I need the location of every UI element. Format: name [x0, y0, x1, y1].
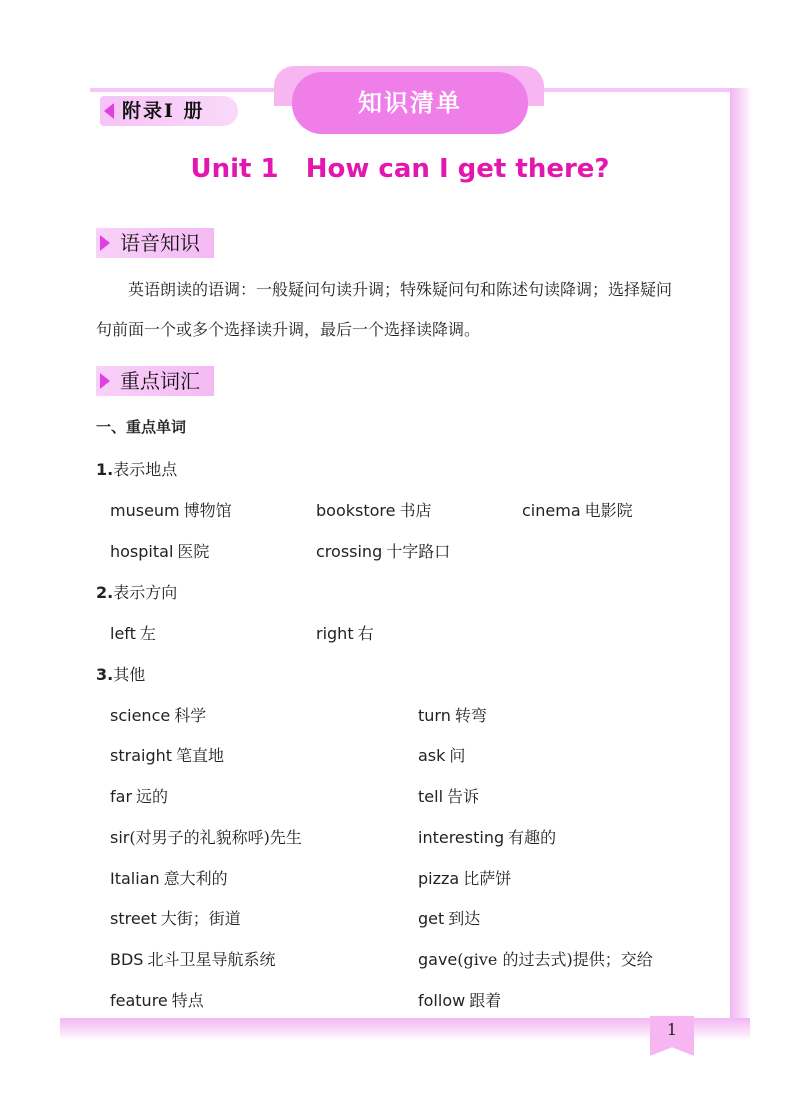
pronunciation-line-1: 英语朗读的语调：一般疑问句读升调；特殊疑问句和陈述句读降调；选择疑问: [128, 280, 673, 299]
vocab-item: hospital 医院: [110, 542, 210, 561]
vocab-item: ask 问: [418, 746, 466, 765]
vocab-item: right 右: [316, 624, 374, 643]
page-edge-right: [730, 88, 752, 1038]
vocab-item: Italian 意大利的: [110, 869, 228, 888]
pronunciation-line-2: 句前面一个或多个选择读升调，最后一个选择读降调。: [96, 320, 481, 339]
vocab-item: science 科学: [110, 706, 207, 725]
triangle-right-icon: [100, 373, 110, 389]
category-label: 表示地点: [113, 460, 178, 479]
category-label: 其他: [113, 665, 146, 684]
vocab-item: sir(对男子的礼貌称呼)先生: [110, 828, 302, 847]
vocab-item: far 远的: [110, 787, 169, 806]
vocab-item: cinema 电影院: [522, 501, 633, 520]
appendix-label: 附录Ⅰ 册: [122, 100, 205, 122]
vocab-item: get 到达: [418, 909, 481, 928]
triangle-right-icon: [100, 235, 110, 251]
section-heading-vocab: [96, 366, 214, 396]
vocab-category-1: [96, 457, 177, 480]
vocab-item: pizza 比萨饼: [418, 869, 512, 888]
category-number: 1.: [96, 460, 114, 479]
vocab-item: gave(give 的过去式)提供；交给: [418, 950, 653, 969]
section-heading-label: 语音知识: [120, 231, 200, 255]
category-number: 2.: [96, 583, 114, 602]
page-edge-bottom: [60, 1018, 750, 1040]
vocab-item: turn 转弯: [418, 706, 487, 725]
header-tab-title: 知识清单: [358, 89, 462, 117]
page-number: 1: [666, 1020, 678, 1039]
vocab-item: BDS 北斗卫星导航系统: [110, 950, 276, 969]
unit-title: Unit 1 How can I get there?: [190, 154, 610, 184]
vocab-item: feature 特点: [110, 991, 204, 1010]
section-heading-label: 重点词汇: [120, 369, 200, 393]
vocab-item: museum 博物馆: [110, 501, 232, 520]
vocab-item: follow 跟着: [418, 991, 502, 1010]
vocab-item: street 大街；街道: [110, 909, 241, 928]
category-label: 表示方向: [113, 583, 178, 602]
triangle-left-icon: [104, 103, 114, 119]
vocab-item: left 左: [110, 624, 156, 643]
vocab-subheading: 一、重点单词: [96, 418, 187, 436]
vocab-item: tell 告诉: [418, 787, 480, 806]
vocab-item: straight 笔直地: [110, 746, 225, 765]
vocab-item: bookstore 书店: [316, 501, 432, 520]
vocab-item: crossing 十字路口: [316, 542, 451, 561]
vocab-category-2: [96, 580, 177, 603]
category-number: 3.: [96, 665, 114, 684]
section-heading-pronunciation: [96, 228, 214, 258]
vocab-category-3: [96, 662, 145, 685]
vocab-item: interesting 有趣的: [418, 828, 557, 847]
